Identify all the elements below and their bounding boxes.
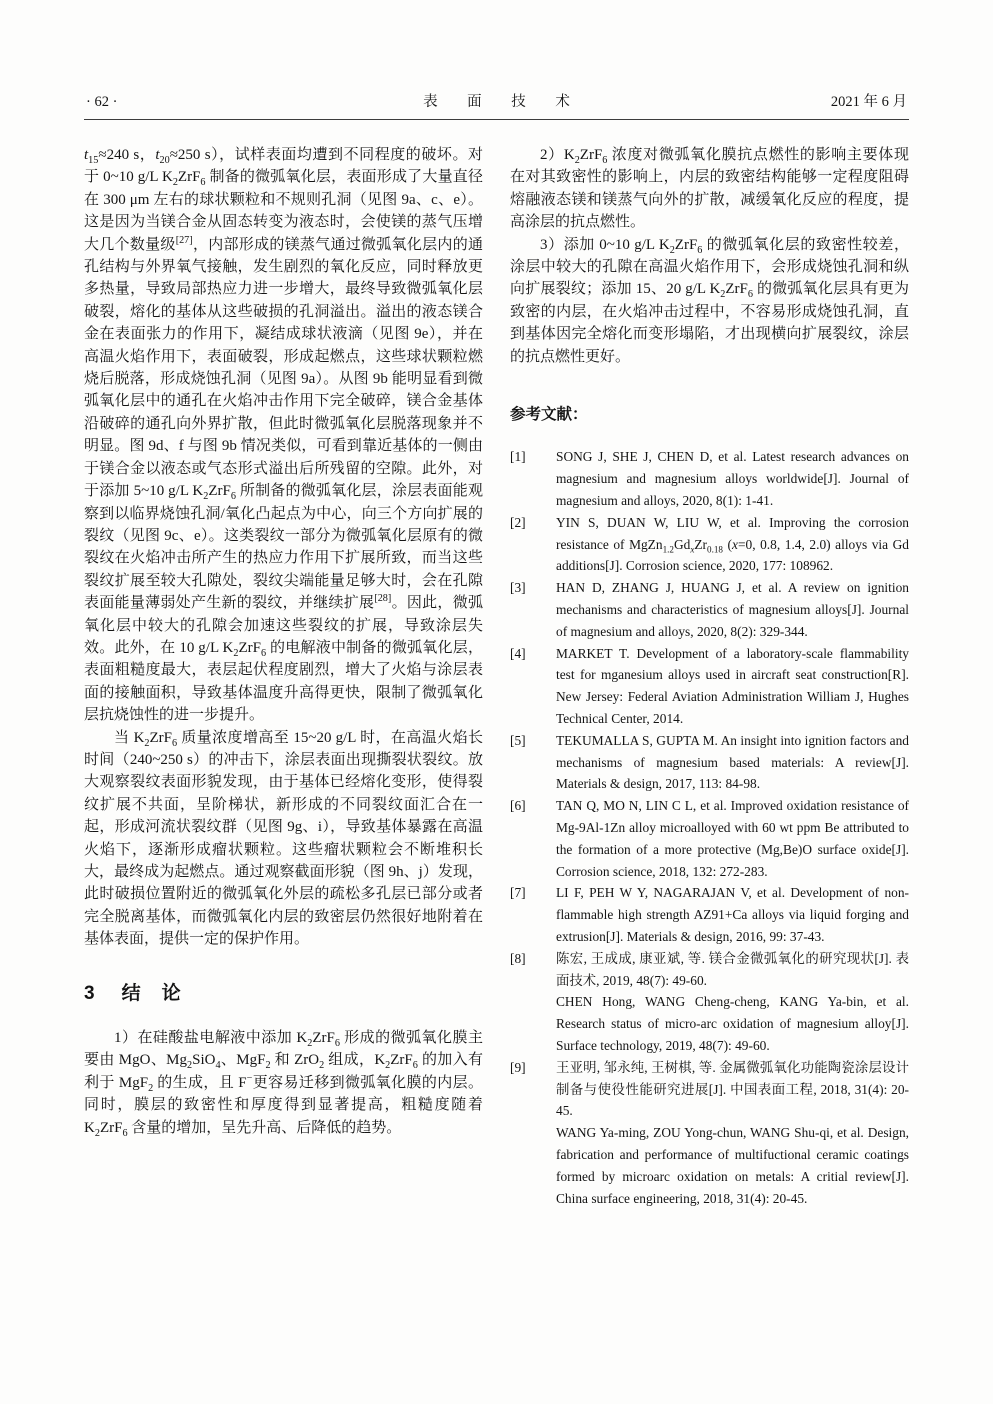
reference-item [510,1057,909,1210]
two-column-body [84,144,909,1209]
reference-text-en: CHEN Hong, WANG Cheng-cheng, KANG Ya-bin, et al. Research status of micro-arc oxidation of magnesium alloy[J]. Surface technology, 2019, 48(7): 49-60. [556,994,909,1053]
reference-number: [5] [510,732,526,748]
reference-item [510,948,909,1057]
reference-text-zh: 王亚明, 邹永纯, 王树棋, 等. 金属微弧氧化功能陶瓷涂层设计制备与使役性能研究进展[J]. 中国表面工程, 2018, 31(4): 20-45. [556,1059,909,1119]
reference-text: TEKUMALLA S, GUPTA M. An insight into ignition factors and mechanisms of magnesium based materials: A review[J]. Materials & design, 2017, 113: 84-98. [556,732,909,792]
reference-number: [7] [510,885,526,901]
reference-number: [4] [510,645,526,661]
conclusion-item-2: $2)K_2ZrF_6$ 浓度对微弧氧化膜抗点燃性的影响主要体现在对其致密性的影响上，内层的致密结构能够一定程度阻碍熔融液态镁和镁蒸气向外的扩散，减缓氧化反应的程度，提高涂层的抗点燃性。 [510,147,909,231]
reference-text: YIN S, DUAN W, LIU W, et al. Improving the corrosion resistance of $MgZn_{1.2}Gd_xZr_{0.18}$ (x=0, 0.8, 1.4, 2.0) alloys via Gd additions[J]. Corrosion science, 2020, 177: 108962. [556,514,910,574]
body-paragraph-continuation: $t_{15}\approx 240$ s，$t_{20}\approx 250$ s），试样表面均遭到不同程度的破坏。对于 0~10 g/L $K_2ZrF_6$ 制备的微弧氧化层，表面形成了大量直径在 300 μm 左右的球状颗粒和不规则孔洞（见图 9a、c、e）。这是因为当镁合金从固态转变为液态时，会使镁的蒸气压增大几个数量级[27]，内部形成的镁蒸气通过微弧氧化层内的通孔结构与外界氧气接触，发生剧烈的氧化反应，同时释放更多热量，导致局部热应力进一步增大，最终导致微弧氧化层破裂，熔化的基体从这些破损的孔洞溢出。溢出的液态镁合金在表面张力的作用下，凝结成球状液滴（见图 9e），并在高温火焰作用下，表面破裂，形成起燃点，这些球状颗粒燃烧后脱落，形成烧蚀孔洞（见图 9a）。从图 9b 能明显看到微弧氧化层中的通孔在火焰冲击作用下完全破碎，镁合金基体沿破碎的通孔向外界扩散，但此时微弧氧化层脱落现象并不明显。图 9d、f 与图 9b 情况类似，可看到靠近基体的一侧由于镁合金以液态或气态形式溢出后所残留的空隙。此外，对于添加 5~10 g/L $K_2ZrF_6$ 所制备的微弧氧化层，涂层表面能观察到以临界烧蚀孔洞/氧化凸起点为中心，向三个方向扩展的裂纹（见图 9c、e）。这类裂纹一部分为微弧氧化层原有的微裂纹在火焰冲击所产生的热应力作用下扩展所致，而当这些裂纹扩展至较大孔隙处，裂纹尖端能量足够大时，会在孔隙表面能量薄弱处产生新的裂纹，并继续扩展[28]。因此，微弧氧化层中较大的孔隙会加速这些裂纹的扩展，导致涂层失效。此外，在 10 g/L $K_2ZrF_6$ 的电解液中制备的微弧氧化层，表面粗糙度最大，表层起伏程度剧烈，增大了火焰与涂层表面的接触面积，导致基体温度升高得更快，限制了微弧氧化层抗烧蚀性的进一步提升。 [84,147,483,724]
reference-text-zh: 陈宏, 王成成, 康亚斌, 等. 镁合金微弧氧化的研究现状[J]. 表面技术, 2019, 48(7): 49-60. [556,950,909,988]
reference-item [510,446,909,511]
reference-text: MARKET T. Development of a laboratory-scale flammability test for mganesium alloys used in aircraft seat construction[R]. New Jersey: Federal Aviation Administration William J, Hughes Technical Center, 2014. [556,645,909,727]
reference-number: [6] [510,798,526,814]
body-paragraph-high-concentration: 当 $K_2ZrF_6$ 质量浓度增高至 15~20 g/L 时，在高温火焰长时间（240~250 s）的冲击下，涂层表面出现撕裂状裂纹。放大观察裂纹表面形貌发现，由于基体已经熔化变形，使得裂纹扩展不共面，呈阶梯状，新形成的不同裂纹面汇合在一起，形成河流状裂纹群（见图 9g、i），导致基体暴露在高温火焰下，逐渐形成瘤状颗粒。这些瘤状颗粒会不断堆积长大，最终成为起燃点。通过观察截面形貌（图 9h、j）发现，此时破损位置附近的微弧氧化外层的疏松多孔层已部分或者完全脱离基体，而微弧氧化内层的致密层仍然很好地附着在基体表面，提供一定的保护作用。 [84,729,483,948]
reference-text-en: WANG Ya-ming, ZOU Yong-chun, WANG Shu-qi, et al. Design, fabrication and performance of multifuctional ceramic coatings formed by microarc oxidation on metals: A critial review[J]. China surface engineering, 2018, 31(4): 20-45. [556,1125,909,1206]
journal-title: 表 面 技 术 [423,94,583,110]
reference-item [510,730,909,795]
reference-item [510,577,909,642]
issue-date: 2021 年 6 月 [830,94,907,110]
header-rule [84,119,909,120]
reference-text [556,1057,909,1210]
reference-number: [9] [510,1059,526,1075]
references-heading: 参考文献： [510,406,588,424]
conclusion-item-3: 3）添加 0~10 g/L $K_2ZrF_6$ 的微弧氧化层的致密性较差，涂层中较大的孔隙在高温火焰作用下，会形成烧蚀孔洞和纵向扩展裂纹；添加 15、20 g/L $K_2ZrF_6$ 的微弧氧化层具有更为致密的内层，在火焰冲击过程中，不容易形成烧蚀孔洞，直到基体因完全熔化而变形塌陷，才出现横向扩展裂纹，涂层的抗点燃性更好。 [510,236,909,365]
reference-number: [3] [510,580,526,596]
reference-text: LI F, PEH W Y, NAGARAJAN V, et al. Development of non-flammable high strength AZ91+Ca alloys via liquid forging and extrusion[J]. Materials & design, 2016, 99: 37-43. [556,885,909,944]
page-number: · 62 · [86,94,118,110]
reference-text: HAN D, ZHANG J, HUANG J, et al. A review on ignition mechanisms and characteristics of magnesium alloys[J]. Journal of magnesium and alloys, 2020, 8(2): 329-344. [556,580,909,639]
right-column [510,144,909,1209]
reference-text: SONG J, SHE J, CHEN D, et al. Latest research advances on magnesium and magnesium alloys worldwide[J]. Journal of magnesium and alloys, 2020, 8(1): 1-41. [556,449,909,509]
conclusion-section-heading [84,983,483,1005]
section-title: 结 论 [121,982,182,1004]
reference-number: [1] [510,449,526,465]
section-number: 3 [84,982,96,1004]
reference-item [510,795,909,882]
reference-item [510,882,909,947]
page-header [84,90,909,119]
reference-text: TAN Q, MO N, LIN C L, et al. Improved oxidation resistance of Mg-9Al-1Zn alloy microalloyed with 60 wt ppm Be attributed to the formation of a more protective (Mg,Be)O surface oxide[J]. Corrosion science, 2018, 132: 272-283. [556,798,909,879]
references-list [510,446,909,1209]
left-column [84,144,483,1209]
reference-text [556,948,909,1057]
reference-item [510,512,909,577]
reference-item [510,643,909,730]
reference-number: [8] [510,950,526,966]
reference-number: [2] [510,514,526,530]
conclusion-item-1: 1）在硅酸盐电解液中添加 $K_2ZrF_6$ 形成的微弧氧化膜主要由 MgO、$Mg_2SiO_4$、MgF$_2$ 和 ZrO$_2$ 组成，$K_2ZrF_6$ 的加入有利于 MgF$_2$ 的生成，且 F−更容易迁移到微弧氧化膜的内层。同时，膜层的致密性和厚度得到显著提高，粗糙度随着 $K_2ZrF_6$ 含量的增加，呈先升高、后降低的趋势。 [84,1030,483,1139]
